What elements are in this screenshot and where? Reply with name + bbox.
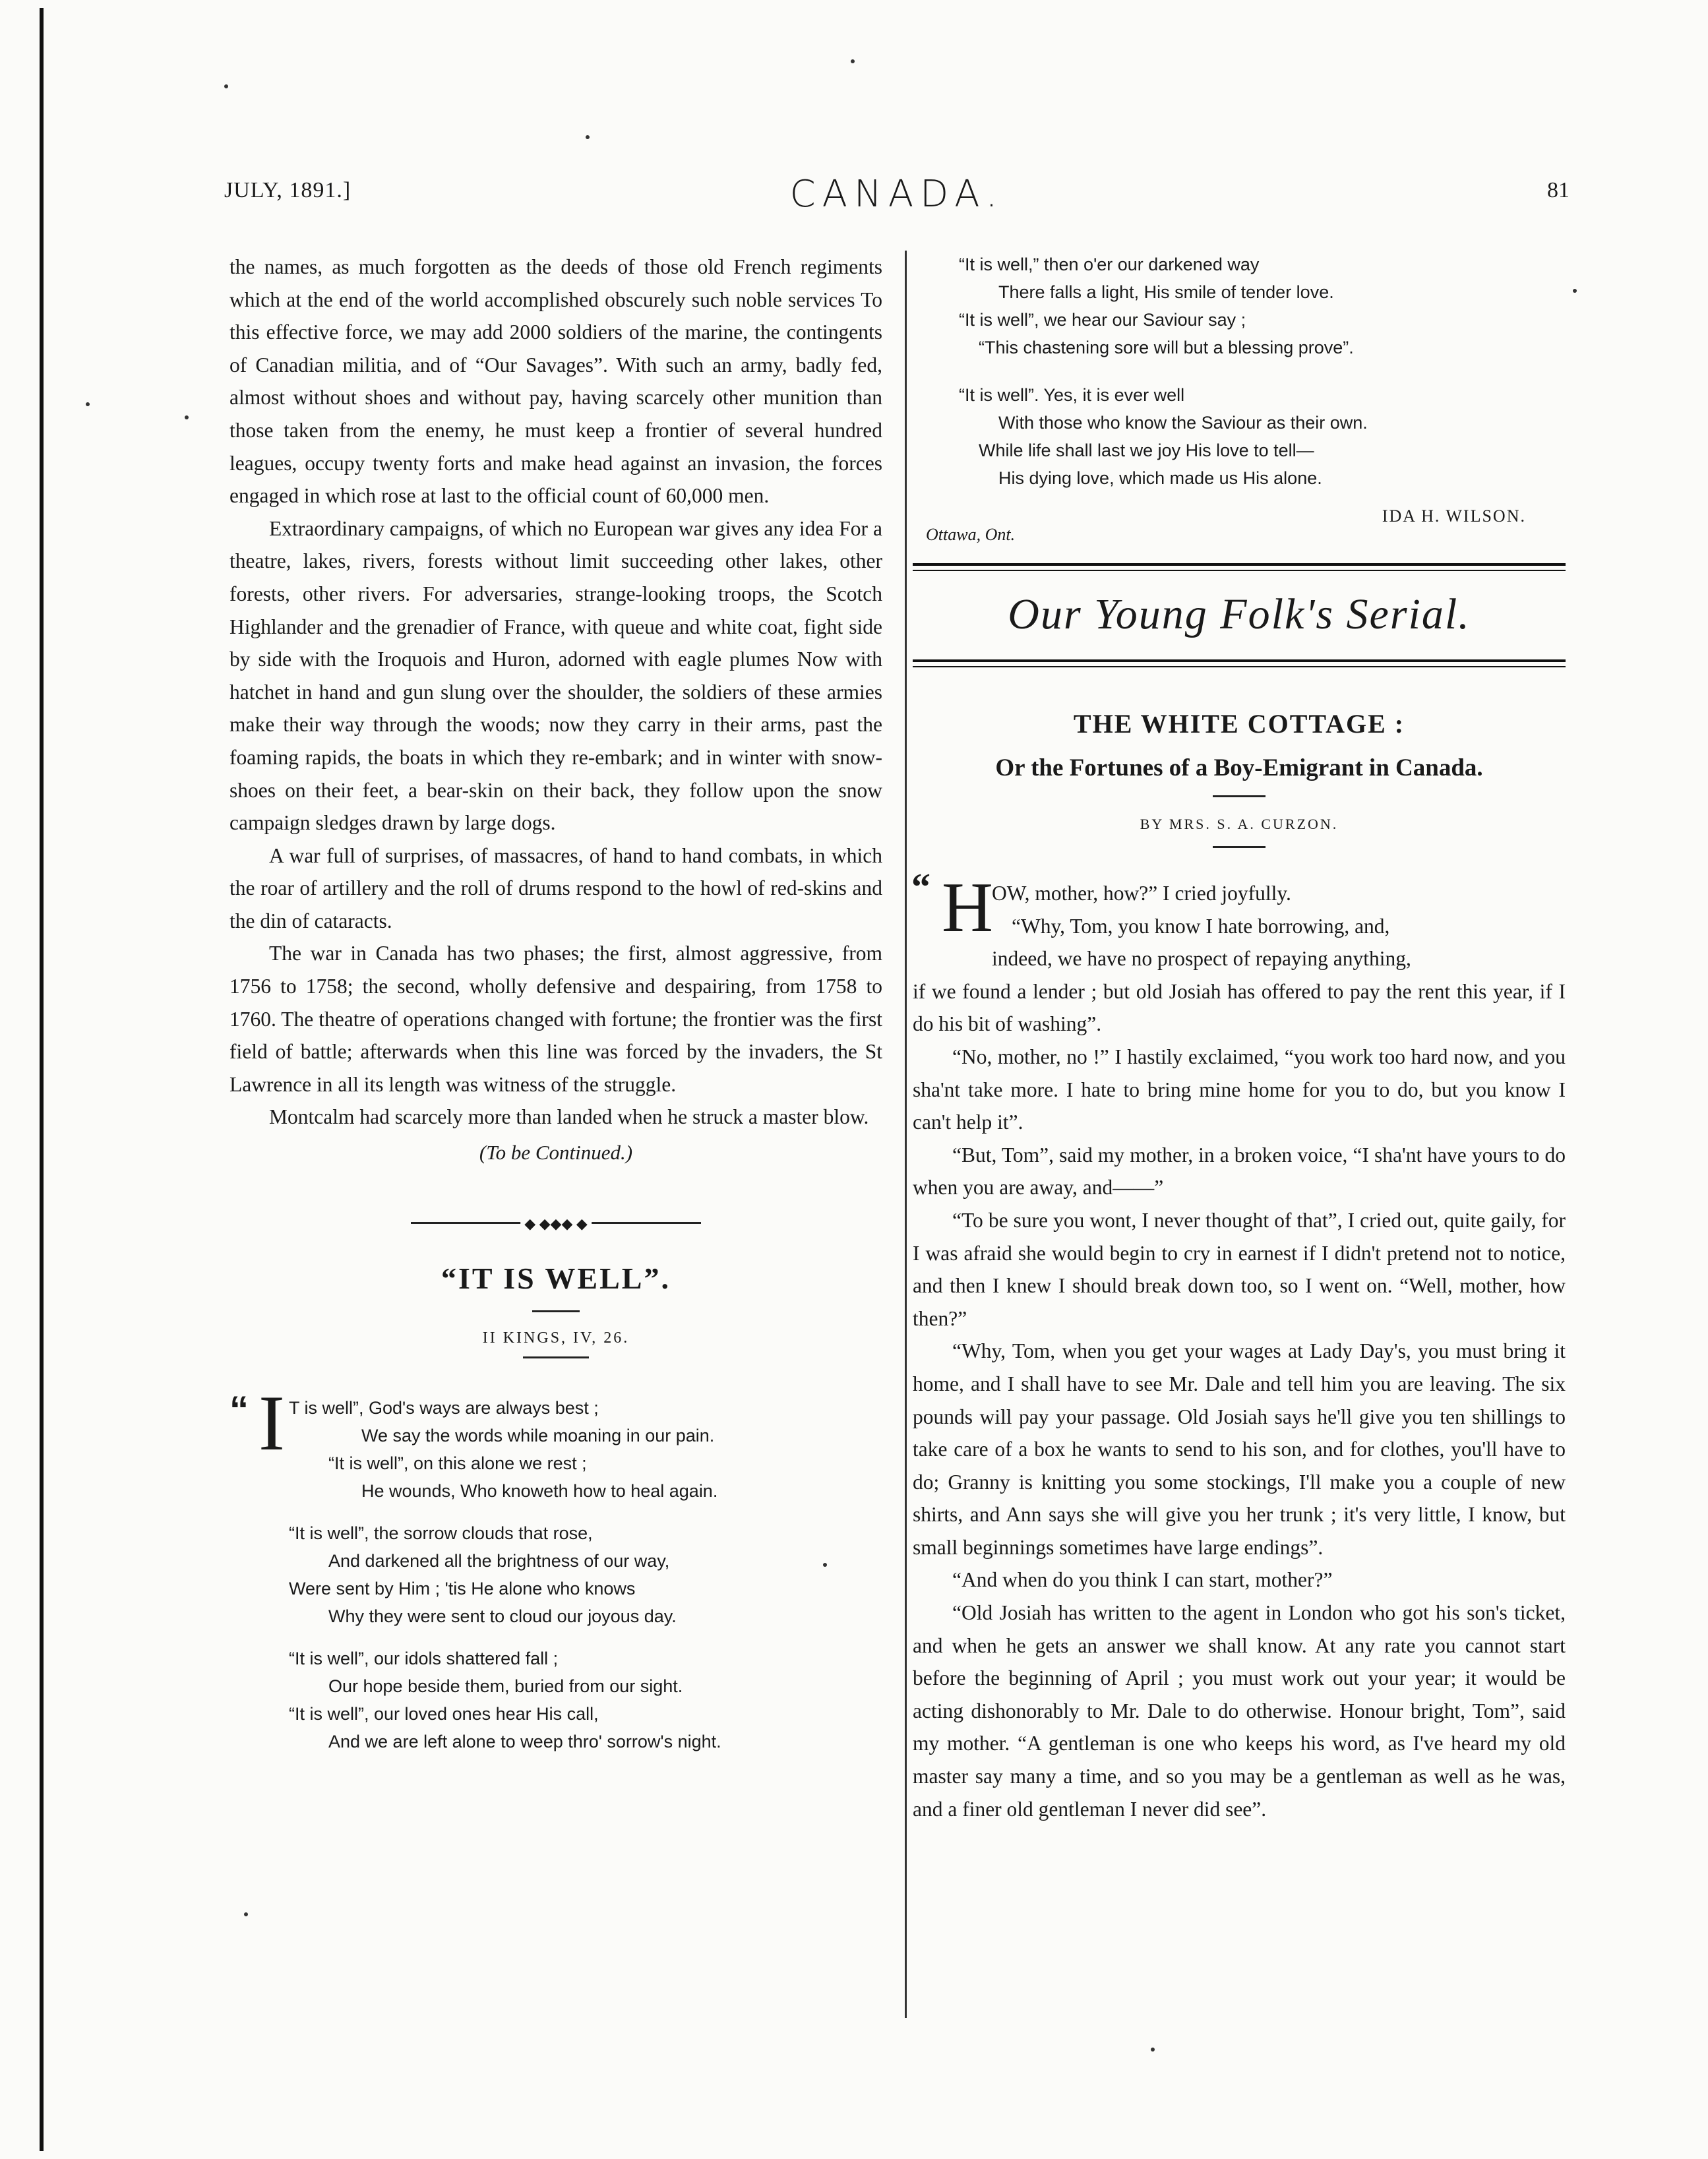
story-subtitle: Or the Fortunes of a Boy-Emigrant in Canada. xyxy=(995,754,1483,781)
right-column xyxy=(913,251,1566,1825)
drop-cap: I xyxy=(259,1379,285,1467)
poem-stanza xyxy=(229,1519,882,1630)
short-rule xyxy=(1213,795,1266,797)
story-first-line: OW, mother, how?” I cried joyfully. xyxy=(992,882,1291,905)
left-column xyxy=(229,251,882,1770)
poem-line: “It is well”, we hear our Saviour say ; xyxy=(959,310,1246,330)
poem-stanza xyxy=(229,1379,882,1505)
short-rule xyxy=(532,1310,580,1312)
poem-line: T is well”, God's ways are always best ; xyxy=(289,1398,599,1418)
poem-author: IDA H. WILSON. xyxy=(1382,506,1526,526)
poem-line: “It is well”. Yes, it is ever well xyxy=(959,385,1185,405)
section-rule xyxy=(913,666,1566,667)
print-speck xyxy=(244,1912,248,1916)
poem-line: “This chastening sore will but a blessing prove”. xyxy=(979,338,1354,357)
opening-quote: “ xyxy=(911,865,930,908)
issue-date: JULY, 1891.] xyxy=(224,178,351,202)
poem-line: While life shall last we joy His love to tell— xyxy=(979,441,1314,460)
poem-stanza xyxy=(939,381,1566,492)
short-rule xyxy=(1213,846,1266,848)
print-speck xyxy=(185,415,189,419)
to-be-continued: (To be Continued.) xyxy=(479,1141,633,1165)
article-paragraph: the names, as much forgotten as the deeds of those old French regiments which at the end of the world accomplished obscurely such noble services To this effective force, we may add 2000 soldiers of the marine, the contingents of Canadian militia, and of “Our Savages”. With such an army, badly fed, almost without shoes and without pay, having scarcely other munition than those taken from the enemy, he must keep a frontier of several hundred leagues, occupy twenty forts and make head against an invasion, the forces engaged in which rose at last to the official count of 60,000 men. xyxy=(229,255,882,508)
story-paragraph-start: “Why, Tom, you know I hate borrowing, and, xyxy=(1012,914,1390,938)
poem-line: “It is well,” then o'er our darkened way xyxy=(959,255,1260,274)
poem-line: His dying love, which made us His alone. xyxy=(998,468,1322,488)
ornamental-divider xyxy=(411,1215,701,1237)
poem-line: We say the words while moaning in our pain. xyxy=(361,1426,715,1446)
article-paragraph: Montcalm had scarcely more than landed when he struck a master blow. xyxy=(269,1105,869,1129)
story-paragraph: “No, mother, no !” I hastily exclaimed, “you work too hard now, and you sha'nt take more. I hate to bring mine home for you to do, but you know I can't help it”. xyxy=(913,1045,1566,1134)
poem-line: With those who know the Saviour as their own. xyxy=(998,413,1368,433)
story-paragraph: “Old Josiah has written to the agent in London who got his son's ticket, and when he gets an answer we shall know. At any rate you cannot start before the beginning of April ; you must work out your year; it would be acting dishonorably to Mr. Dale to do otherwise. Honour bright, Tom”, said my mother. “A gentleman is one who keeps his word, as I've heard my old master say many a time, and so you may be a gentleman as well as he was, and a finer old gentleman I never did see”. xyxy=(913,1601,1566,1821)
story-paragraph: “To be sure you wont, I never thought of that”, I cried out, quite gaily, for I was afraid she would begin to cry in earnest if I didn't pretend not to notice, and then I knew I should break down too, so I went on. “Well, mother, how then?” xyxy=(913,1208,1566,1330)
print-speck xyxy=(1573,289,1577,293)
poem-line: Our hope beside them, buried from our sight. xyxy=(328,1676,683,1697)
poem-line: He wounds, Who knoweth how to heal again. xyxy=(361,1481,718,1502)
drop-cap: H xyxy=(942,868,993,947)
article-paragraph: The war in Canada has two phases; the first, almost aggressive, from 1756 to 1758; the second, wholly defensive and despairing, from 1758 to 1760. The theatre of operations changed with fortune; the frontier was the first field of battle; afterwards when this line was forced by the invaders, the St Lawrence in all its length was witness of the struggle. xyxy=(229,942,882,1096)
story-paragraph-cont: indeed, we have no prospect of repaying anything, xyxy=(992,947,1411,971)
story-byline: BY MRS. S. A. CURZON. xyxy=(1140,816,1339,832)
poem xyxy=(229,1379,882,1755)
magazine-title: CANADA. xyxy=(789,173,1004,216)
section-rule xyxy=(913,659,1566,662)
poem-line: Why they were sent to cloud our joyous day. xyxy=(328,1606,677,1627)
section-heading: Our Young Folk's Serial. xyxy=(1008,590,1471,638)
column-divider xyxy=(905,251,907,2018)
story-title: THE WHITE COTTAGE : xyxy=(1073,709,1405,739)
poem-line: And darkened all the brightness of our way, xyxy=(328,1551,670,1571)
poem-line: “It is well”, our idols shattered fall ; xyxy=(289,1649,559,1669)
story-paragraph: if we found a lender ; but old Josiah has offered to pay the rent this year, if I do his bit of washing”. xyxy=(913,979,1566,1036)
story-paragraph: “Why, Tom, when you get your wages at Lady Day's, you must bring it home, and I shall have to see Mr. Dale and tell him you are leaving. The six pounds will pay your passage. Old Josiah says he'll give you ten shillings to take care of a box he wants to send to his son, and for clothes, you'll have to do; Granny is knitting you some stockings, I'll make you a couple of new shirts, and Ann says she will give you her trunk ; it's very little, I know, but small beginnings sometimes have large endings”. xyxy=(913,1339,1566,1559)
print-speck xyxy=(224,84,228,88)
story-paragraph: “But, Tom”, said my mother, in a broken voice, “I sha'nt have yours to do when you are away, and——” xyxy=(913,1143,1566,1200)
print-speck xyxy=(851,59,855,63)
poem-line: There falls a light, His smile of tender love. xyxy=(998,282,1334,302)
diamond-ornament-icon: ◆ ◆◆◆ ◆ xyxy=(520,1215,592,1232)
poem-line: Were sent by Him ; 'tis He alone who knows xyxy=(289,1579,636,1599)
poem-line: “It is well”, on this alone we rest ; xyxy=(328,1453,587,1474)
print-speck xyxy=(1151,2048,1155,2052)
article-paragraph: A war full of surprises, of massacres, of hand to hand combats, in which the roar of artillery and the roll of drums respond to the howl of red-skins and the din of cataracts. xyxy=(229,843,882,932)
poem-title: “IT IS WELL”. xyxy=(441,1262,671,1296)
print-speck xyxy=(86,402,90,406)
page-number: 81 xyxy=(1547,178,1570,202)
poem-reference: II KINGS, IV, 26. xyxy=(482,1329,630,1347)
article-paragraph: Extraordinary campaigns, of which no European war gives any idea For a theatre, lakes, rivers, forests without limit succeeding other lakes, other forests, other rivers. For adversaries, strange-looking troops, the Scotch Highlander and the grenadier of France, with queue and white coat, fight side by side with the Iroquois and Huron, adorned with eagle plumes Now with hatchet in hand and gun slung over the shoulder, the soldiers of these armies make their way through the woods; now they carry in their arms, past the foaming rapids, the boats in which they re-embark; and in winter with snow-shoes on their feet, a bear-skin on their back, they follow upon the snow campaign sledges drawn by large dogs. xyxy=(229,516,882,835)
poem-line: “It is well”, the sorrow clouds that rose, xyxy=(289,1523,593,1544)
poem-stanza xyxy=(229,1645,882,1755)
short-rule xyxy=(523,1356,589,1358)
article-body xyxy=(229,251,882,1134)
print-speck xyxy=(586,135,590,139)
story-body xyxy=(911,865,1566,1825)
section-rule xyxy=(913,570,1566,571)
poem-stanza xyxy=(939,251,1566,361)
story-paragraph: “And when do you think I can start, mother?” xyxy=(952,1568,1333,1592)
page-header xyxy=(224,173,1570,226)
section-rule xyxy=(913,563,1566,566)
poem-line: “It is well”, our loved ones hear His call, xyxy=(289,1704,599,1724)
page-edge-rule xyxy=(40,8,44,2151)
poem-line: And we are left alone to weep thro' sorrow's night. xyxy=(328,1732,721,1752)
poem-continued xyxy=(913,251,1566,492)
poem-place: Ottawa, Ont. xyxy=(926,525,1016,544)
opening-quote: “ xyxy=(229,1389,249,1432)
